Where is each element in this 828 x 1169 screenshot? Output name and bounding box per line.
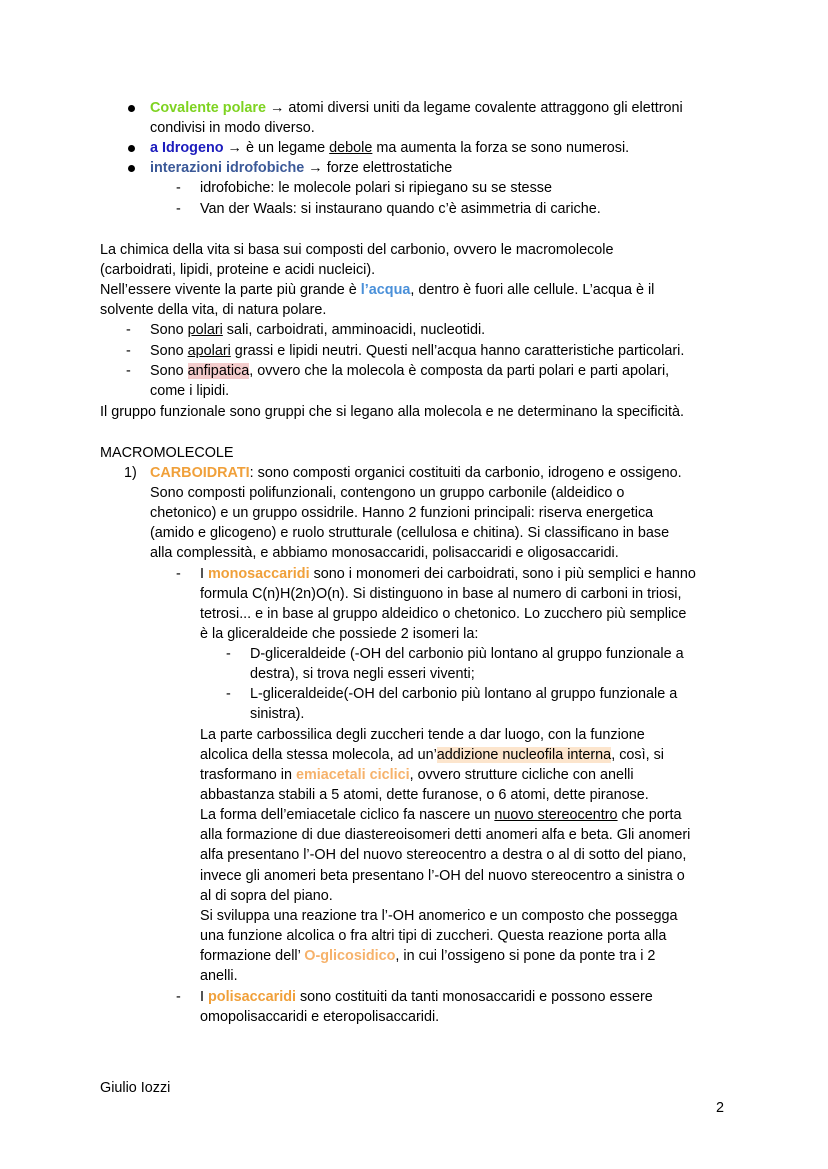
paragraph-line: formula C(n)H(2n)O(n). Si distinguono in base al numero di carboni in triosi, <box>200 586 682 602</box>
text: , così, si <box>611 747 664 763</box>
term-o-glicosidico: O-glicosidico <box>304 948 396 964</box>
underlined-debole: debole <box>329 140 373 156</box>
paragraph-line-stereocentro <box>200 805 682 825</box>
term-monosaccaridi: monosaccaridi <box>208 566 310 582</box>
text: grassi e lipidi neutri. Questi nell’acqua hanno caratteristiche particolari. <box>230 343 685 359</box>
paragraph-line-emiacetali <box>200 765 634 785</box>
highlight-anfipatica: anfipatica <box>187 363 250 379</box>
dash-marker: - <box>126 363 131 379</box>
underlined-polari: polari <box>187 322 223 338</box>
term-idrogeno: a Idrogeno <box>150 140 224 156</box>
dash-item-cont: come i lipidi. <box>150 383 230 399</box>
paragraph-line: (carboidrati, lipidi, proteine e acidi nucleici). <box>100 262 376 278</box>
term-emiacetali-ciclici: emiacetali ciclici <box>295 767 410 783</box>
dash-item-polari <box>150 320 485 340</box>
text: formazione dell’ <box>200 948 305 964</box>
text: trasformano in <box>200 767 296 783</box>
bullet-text: è un legame <box>245 140 330 156</box>
text: Nell’essere vivente la parte più grande è <box>100 282 361 298</box>
text: Sono <box>150 322 188 338</box>
paragraph-line: solvente della vita, di natura polare. <box>100 302 327 318</box>
sub-item-idrofobiche: idrofobiche: le molecole polari si ripiegano su se stesse <box>200 180 552 196</box>
isomer-cont: sinistra). <box>250 706 305 722</box>
isomer-d-gliceraldeide: D-gliceraldeide (-OH del carbonio più lontano al gruppo funzionale a <box>250 646 684 662</box>
bullet-dot <box>128 105 135 112</box>
paragraph-line: alla complessità, e abbiamo monosaccaridi, polisaccaridi e oligosaccaridi. <box>150 545 619 561</box>
item-monosaccaridi <box>200 564 696 584</box>
text: sono i monomeri dei carboidrati, sono i più semplici e hanno <box>309 566 696 582</box>
bullet-interazioni-idrofobiche <box>150 158 452 178</box>
paragraph-gruppo-funzionale: Il gruppo funzionale sono gruppi che si legano alla molecola e ne determinano la specificità. <box>100 404 684 420</box>
underlined-nuovo-stereocentro: nuovo stereocentro <box>494 807 618 823</box>
paragraph-line: alla formazione di due diastereoisomeri detti anomeri alfa e beta. Gli anomeri <box>200 827 691 843</box>
arrow: → <box>304 160 327 176</box>
footer-author: Giulio Iozzi <box>100 1080 171 1096</box>
highlight-addizione-nucleofila: addizione nucleofila interna <box>436 747 612 763</box>
paragraph-line: Si sviluppa una reazione tra l’-OH anomerico e un composto che possegga <box>200 908 678 924</box>
term-interazioni-idrofobiche: interazioni idrofobiche <box>150 160 305 176</box>
text: Sono <box>150 343 188 359</box>
paragraph-line-acqua <box>100 280 654 300</box>
paragraph-line-glicosidico <box>200 946 655 966</box>
dash-marker: - <box>176 201 181 217</box>
dash-marker: - <box>176 566 181 582</box>
bullet-covalente-polare <box>150 98 683 118</box>
text: , dentro è fuori alle cellule. L’acqua è il <box>410 282 655 298</box>
item-polisaccaridi <box>200 987 653 1007</box>
isomer-l-gliceraldeide: L-gliceraldeide(-OH del carbonio più lontano al gruppo funzionale a <box>250 686 678 702</box>
page-number: 2 <box>716 1100 725 1116</box>
paragraph-line: invece gli anomeri beta presentano l’-OH del nuovo stereocentro a sinistra o <box>200 868 685 884</box>
text: : sono composti organici costituiti da carbonio, idrogeno e ossigeno. <box>249 465 682 481</box>
arrow: → <box>223 140 246 156</box>
bullet-text: atomi diversi uniti da legame covalente attraggono gli elettroni <box>288 100 683 116</box>
sub-item-van-der-waals: Van der Waals: si instaurano quando c’è asimmetria di cariche. <box>200 201 601 217</box>
text: , ovvero che la molecola è composta da parti polari e parti apolari, <box>249 363 670 379</box>
paragraph-line: anelli. <box>200 968 238 984</box>
paragraph-line: La parte carbossilica degli zuccheri tende a dar luogo, con la funzione <box>200 727 645 743</box>
bullet-dot <box>128 165 135 172</box>
text: La forma dell’emiacetale ciclico fa nascere un <box>200 807 495 823</box>
bullet-text: ma aumenta la forza se sono numerosi. <box>372 140 630 156</box>
paragraph-line-addizione <box>200 745 664 765</box>
paragraph-line: al di sopra del piano. <box>200 888 333 904</box>
bullet-idrogeno <box>150 138 629 158</box>
dash-item-apolari <box>150 341 684 361</box>
isomer-cont: destra), si trova negli esseri viventi; <box>250 666 475 682</box>
section-title: MACROMOLECOLE <box>100 445 234 461</box>
text: Sono <box>150 363 188 379</box>
paragraph-line: tetrosi... e in base al gruppo aldeidico o chetonico. Lo zucchero più semplice <box>200 606 687 622</box>
underlined-apolari: apolari <box>187 343 231 359</box>
dash-marker: - <box>226 686 231 702</box>
dash-marker: - <box>126 343 131 359</box>
term-acqua: l’acqua <box>360 282 411 298</box>
term-covalente-polare: Covalente polare <box>150 100 266 116</box>
text: , ovvero strutture cicliche con anelli <box>409 767 634 783</box>
text: alcolica della stessa molecola, ad un’ <box>200 747 437 763</box>
paragraph-line: La chimica della vita si basa sui composti del carbonio, ovvero le macromolecole <box>100 242 614 258</box>
paragraph-line: omopolisaccaridi e eteropolisaccaridi. <box>200 1009 440 1025</box>
item-carboidrati <box>150 463 682 483</box>
term-carboidrati: CARBOIDRATI <box>150 465 250 481</box>
text: sali, carboidrati, amminoacidi, nucleotidi. <box>222 322 486 338</box>
text: che porta <box>617 807 682 823</box>
dash-marker: - <box>226 646 231 662</box>
bullet-dot <box>128 145 135 152</box>
paragraph-line: abbastanza stabili a 5 atomi, dette furanose, o 6 atomi, dette piranose. <box>200 787 649 803</box>
text: I <box>200 989 208 1005</box>
dash-marker: - <box>176 989 181 1005</box>
text: I <box>200 566 208 582</box>
dash-marker: - <box>126 322 131 338</box>
arrow: → <box>265 100 289 116</box>
text: sono costituiti da tanti monosaccaridi e possono essere <box>295 989 653 1005</box>
paragraph-line: Sono composti polifunzionali, contengono un gruppo carbonile (aldeidico o <box>150 485 625 501</box>
bullet-text: forze elettrostatiche <box>326 160 453 176</box>
paragraph-line: alfa presentano l’-OH del nuovo stereocentro a destra o al di sotto del piano, <box>200 847 687 863</box>
paragraph-line: (amido e glicogeno) e ruolo strutturale (cellulosa e chitina). Si classificano in base <box>150 525 670 541</box>
bullet-text-cont: condivisi in modo diverso. <box>150 120 315 136</box>
paragraph-line: chetonico) e un gruppo ossidrile. Hanno 2 funzioni principali: riserva energetica <box>150 505 654 521</box>
dash-item-anfipatica <box>150 361 669 381</box>
term-polisaccaridi: polisaccaridi <box>208 989 296 1005</box>
paragraph-line: è la gliceraldeide che possiede 2 isomeri la: <box>200 626 479 642</box>
dash-marker: - <box>176 180 181 196</box>
text: , in cui l’ossigeno si pone da ponte tra i 2 <box>395 948 656 964</box>
paragraph-line: una funzione alcolica o fra altri tipi di zuccheri. Questa reazione porta alla <box>200 928 667 944</box>
list-number: 1) <box>124 465 137 481</box>
